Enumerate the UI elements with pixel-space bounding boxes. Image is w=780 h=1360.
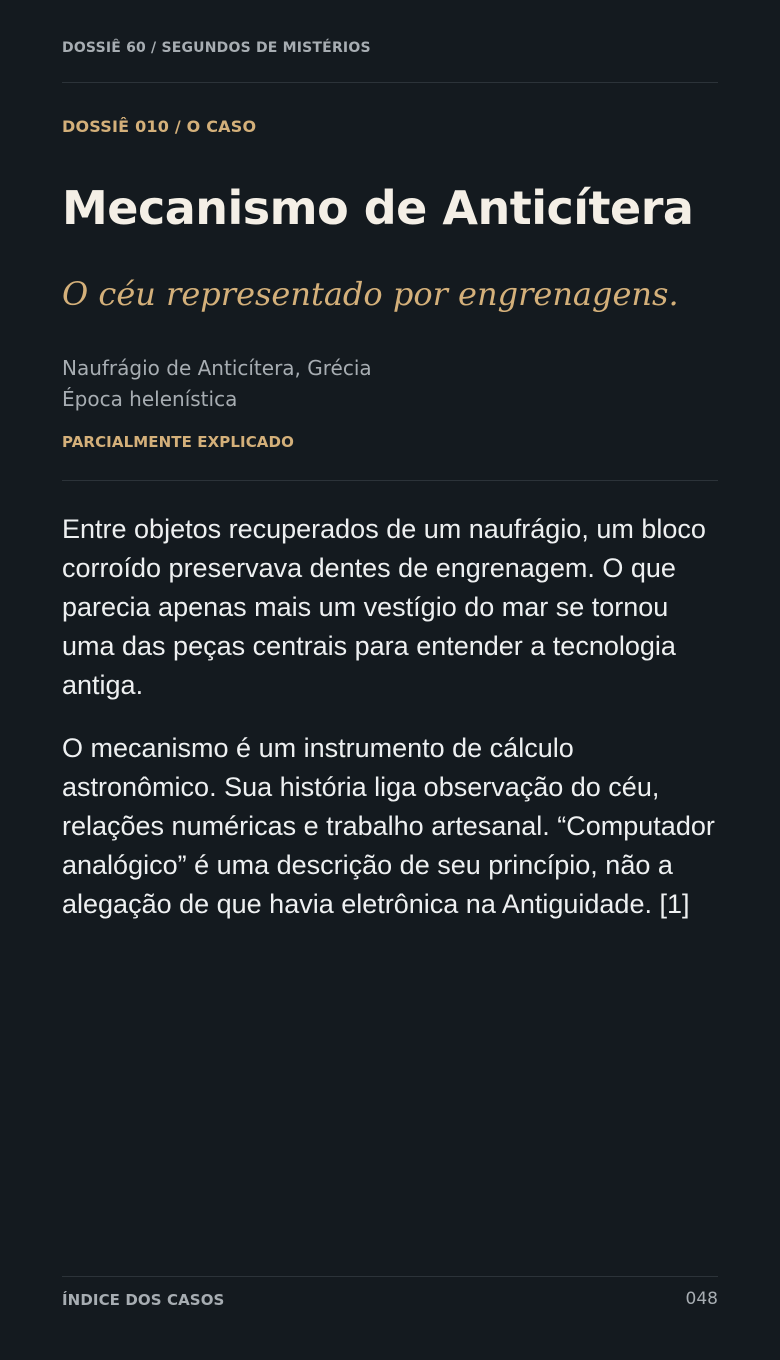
divider-middle [62, 480, 718, 481]
body-paragraph: O mecanismo é um instrumento de cálculo astronômico. Sua história liga observação do céu, relações numéricas e trabalho artesanal. “Computador analógico” é uma descrição de seu princípio, não a alegação de que havia eletrônica na Antiguidade. [1] [62, 733, 715, 919]
series-header: DOSSIÊ 60 / SEGUNDOS DE MISTÉRIOS [62, 40, 371, 56]
page-number: 048 [685, 1289, 718, 1309]
case-body [62, 510, 718, 948]
page [62, 0, 718, 1360]
divider-bottom [62, 1276, 718, 1277]
case-kicker: DOSSIÊ 010 / O CASO [62, 117, 257, 136]
case-title: Mecanismo de Anticítera [62, 181, 694, 235]
case-meta [62, 353, 372, 415]
case-location: Naufrágio de Anticítera, Grécia [62, 356, 372, 380]
case-status-badge: PARCIALMENTE EXPLICADO [62, 433, 294, 451]
case-index-link[interactable]: ÍNDICE DOS CASOS [62, 1291, 225, 1309]
case-period: Época helenística [62, 387, 238, 411]
body-paragraph: Entre objetos recuperados de um naufrágio, um bloco corroído preservava dentes de engrenagem. O que parecia apenas mais um vestígio do mar se tornou uma das peças centrais para entender a tecnologia antiga. [62, 514, 706, 700]
case-subtitle: O céu representado por engrenagens. [62, 275, 679, 313]
divider-top [62, 82, 718, 83]
